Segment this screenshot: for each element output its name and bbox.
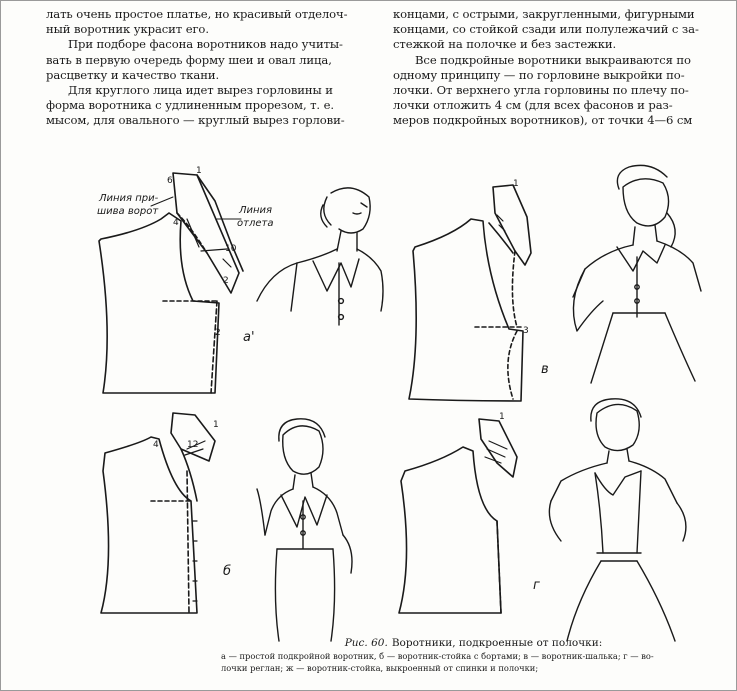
pattern-panel-g — [399, 419, 517, 613]
panel-letter-v: в — [541, 362, 549, 377]
text-line: ный воротник украсит его. — [46, 22, 209, 37]
text-line: лочки. От верхнего угла горловины по плечу по- — [393, 83, 689, 98]
sew-line-label-2: шива ворот — [97, 206, 159, 217]
text-line: концами, с острыми, закругленными, фигурными — [393, 7, 695, 21]
text-line: вать в первую очередь форму шеи и овал лица, — [46, 52, 332, 67]
caption-title — [221, 637, 726, 649]
text-line: лочки отложить 4 см (для всех фасонов и раз- — [393, 98, 673, 113]
text-line: стежкой на полочке и без застежки. — [393, 37, 617, 52]
caption-line: лочки реглан; ж — воротник-стойка, выкроенный от спинки и полочки; — [221, 663, 539, 673]
point-number: 4 — [173, 218, 179, 228]
caption-title-text: Воротники, подкроенные от полочки: — [391, 637, 603, 649]
point-number: 1 — [513, 179, 519, 189]
text-line: концами, со стойкой сзади или полулежачий с за- — [393, 22, 699, 37]
point-number: 10 — [225, 244, 237, 254]
panel-letter-a: а' — [243, 330, 255, 345]
pattern-panel-v — [409, 185, 531, 401]
fold-line-label-2: отлета — [237, 218, 274, 229]
text-line: Для круглого лица идет вырез горловины и — [68, 83, 333, 98]
text-line: форма воротника с удлиненным прорезом, т. е. — [46, 98, 334, 113]
point-number: 1 — [196, 166, 202, 176]
point-number: 12 — [187, 440, 199, 450]
sew-line-label-1: Линия при- — [99, 193, 159, 204]
point-number: 1 — [213, 420, 219, 430]
text-line: меров подкройных воротников), от точки 4—6 см — [393, 113, 693, 128]
text-line: лать очень простое платье, но красивый отделоч- — [46, 7, 348, 21]
figure-caption — [221, 637, 726, 674]
point-number: 3 — [523, 326, 529, 336]
caption-figure-number: Рис. 60. — [344, 637, 388, 649]
text-line: мысом, для овального — круглый вырез горлови- — [46, 113, 345, 128]
woman-illustration-b — [257, 419, 352, 641]
woman-illustration-v — [573, 165, 701, 383]
point-number: 2 — [215, 328, 221, 338]
text-line: расцветку и качество ткани. — [46, 67, 220, 82]
point-number: 2 — [223, 276, 229, 286]
panel-letter-b: б — [223, 564, 232, 579]
figure-60 — [1, 1, 736, 690]
text-line: При подборе фасона воротников надо учиты- — [68, 37, 343, 52]
point-number: 1 — [499, 412, 505, 422]
text-line: Все подкройные воротники выкраиваются по — [415, 52, 691, 67]
woman-illustration-g — [549, 399, 686, 641]
point-number: 4 — [153, 440, 159, 450]
fold-line-label-1: Линия — [239, 205, 273, 216]
text-line: одному принципу — по горловине выкройки по- — [393, 67, 685, 82]
caption-line: а — простой подкройной воротник, б — воротник-стойка с бортами; в — воротник-шалька; г — во- — [221, 651, 654, 661]
point-number: 6 — [167, 176, 173, 186]
panel-letter-g: г — [533, 578, 540, 593]
woman-illustration-a — [257, 188, 383, 325]
